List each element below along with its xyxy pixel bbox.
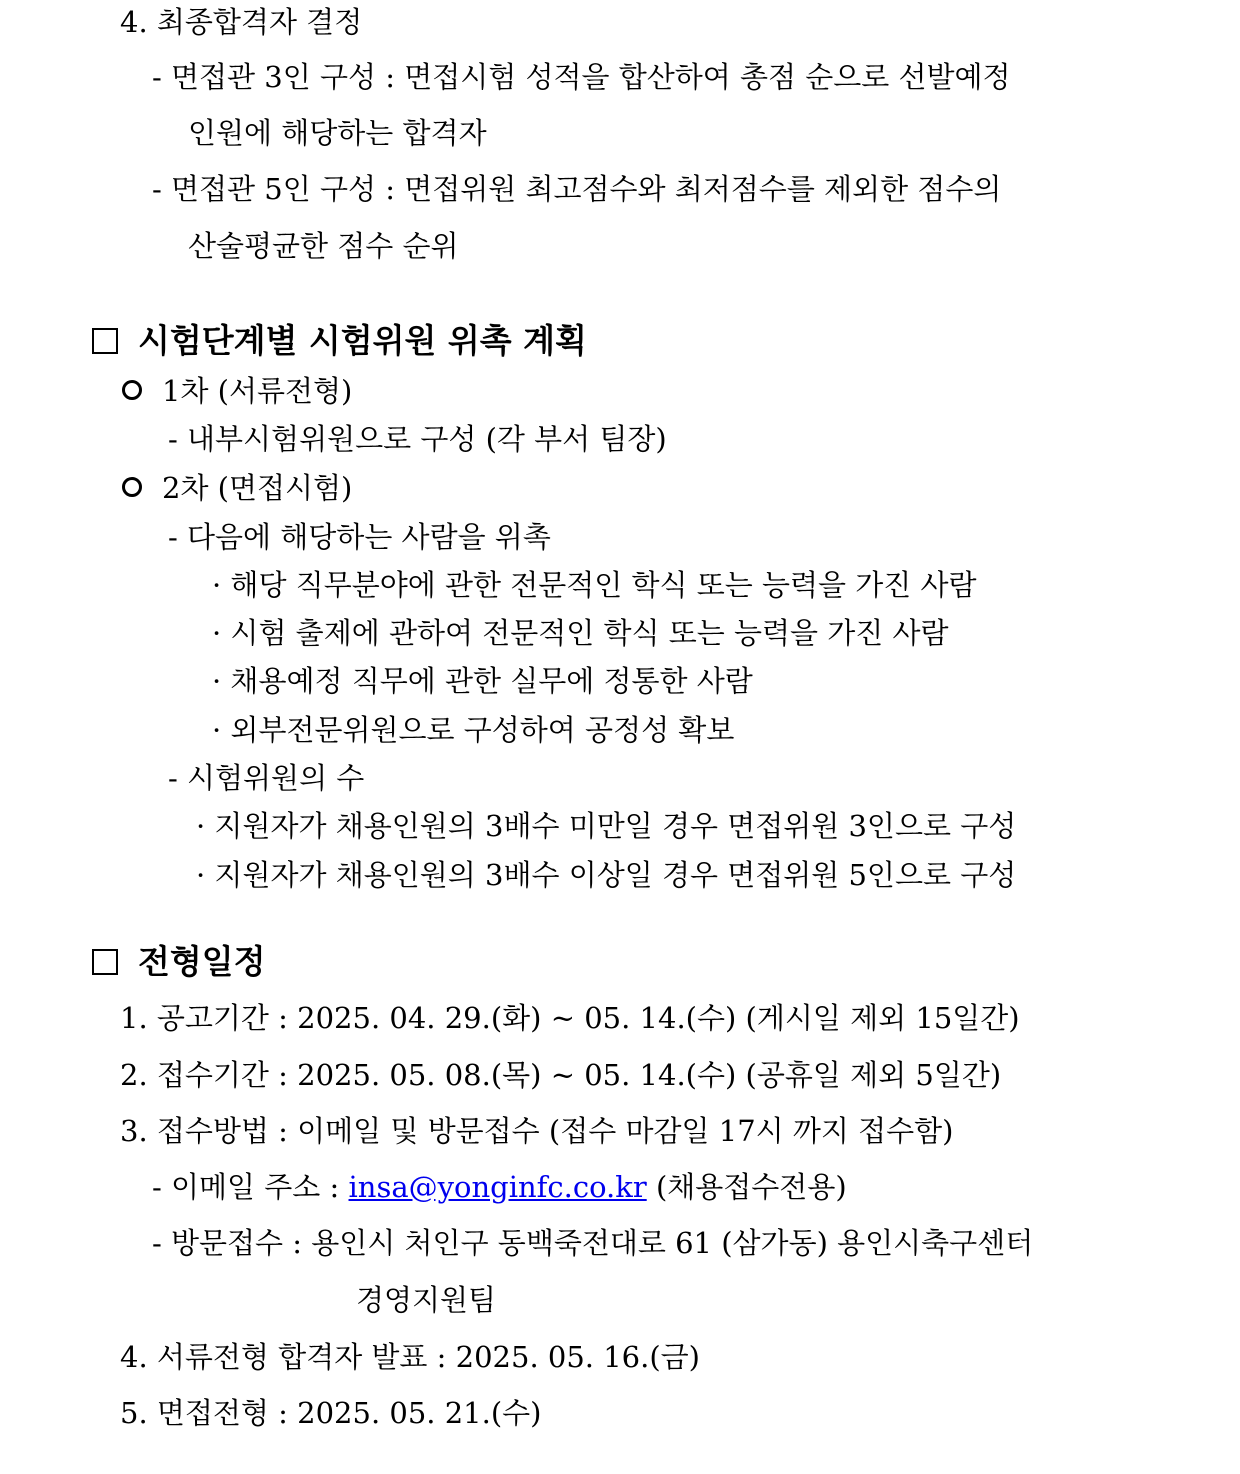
committee-count-item: - 시험위원의 수 [168,761,365,795]
stage1-item: - 내부시험위원으로 구성 (각 부서 팀장) [168,422,667,456]
committee-section-title [92,319,587,363]
email-note: (채용접수전용) [655,1170,847,1204]
schedule-title-text: 전형일정 [138,942,266,981]
circle-bullet-icon [122,380,142,400]
qualification-bullet-4: · 외부전문위원으로 구성하여 공정성 확보 [212,713,735,747]
final-selection-heading: 4. 최종합격자 결정 [120,5,363,39]
count-bullet-2: · 지원자가 채용인원의 3배수 이상일 경우 면접위원 5인으로 구성 [196,858,1017,892]
email-link[interactable]: insa@yonginfc.co.kr [348,1170,647,1204]
final-item-5-line1: - 면접관 5인 구성 : 면접위원 최고점수와 최저점수를 제외한 점수의 [152,172,1002,206]
final-item-5-line2: 산술평균한 점수 순위 [188,229,459,263]
checkbox-square-icon [92,949,118,975]
circle-bullet-icon [122,477,142,497]
visit-line1: - 방문접수 : 용인시 처인구 동백죽전대로 61 (삼가동) 용인시축구센터 [152,1226,1034,1260]
schedule-item-5: 5. 면접전형 : 2025. 05. 21.(수) [120,1396,542,1430]
email-label: - 이메일 주소 : [152,1170,340,1204]
final-item-3-line1: - 면접관 3인 구성 : 면접시험 성적을 합산하여 총점 순으로 선발예정 [152,60,1011,94]
visit-line2: 경영지원팀 [356,1283,497,1317]
schedule-item-2: 2. 접수기간 : 2025. 05. 08.(목) ~ 05. 14.(수) (공휴일 제외 5일간) [120,1058,1002,1092]
checkbox-square-icon [92,328,118,354]
committee-title-text: 시험단계별 시험위원 위촉 계획 [138,321,587,360]
schedule-section-title [92,940,266,984]
stage2-item: - 다음에 해당하는 사람을 위촉 [168,520,551,554]
final-item-3-line2: 인원에 해당하는 합격자 [188,116,487,150]
schedule-item-4: 4. 서류전형 합격자 발표 : 2025. 05. 16.(금) [120,1340,700,1374]
qualification-bullet-3: · 채용예정 직무에 관한 실무에 정통한 사람 [212,664,753,698]
stage2-label: 2차 (면접시험) [162,471,353,505]
schedule-item-3: 3. 접수방법 : 이메일 및 방문접수 (접수 마감일 17시 까지 접수함) [120,1114,954,1148]
email-line [152,1167,847,1207]
stage1-label: 1차 (서류전형) [162,374,353,408]
schedule-item-1: 1. 공고기간 : 2025. 04. 29.(화) ~ 05. 14.(수) (게시일 제외 15일간) [120,1001,1020,1035]
stage2-heading [122,468,352,508]
stage1-heading [122,371,352,411]
count-bullet-1: · 지원자가 채용인원의 3배수 미만일 경우 면접위원 3인으로 구성 [196,809,1017,843]
qualification-bullet-1: · 해당 직무분야에 관한 전문적인 학식 또는 능력을 가진 사람 [212,568,977,602]
qualification-bullet-2: · 시험 출제에 관하여 전문적인 학식 또는 능력을 가진 사람 [212,616,949,650]
